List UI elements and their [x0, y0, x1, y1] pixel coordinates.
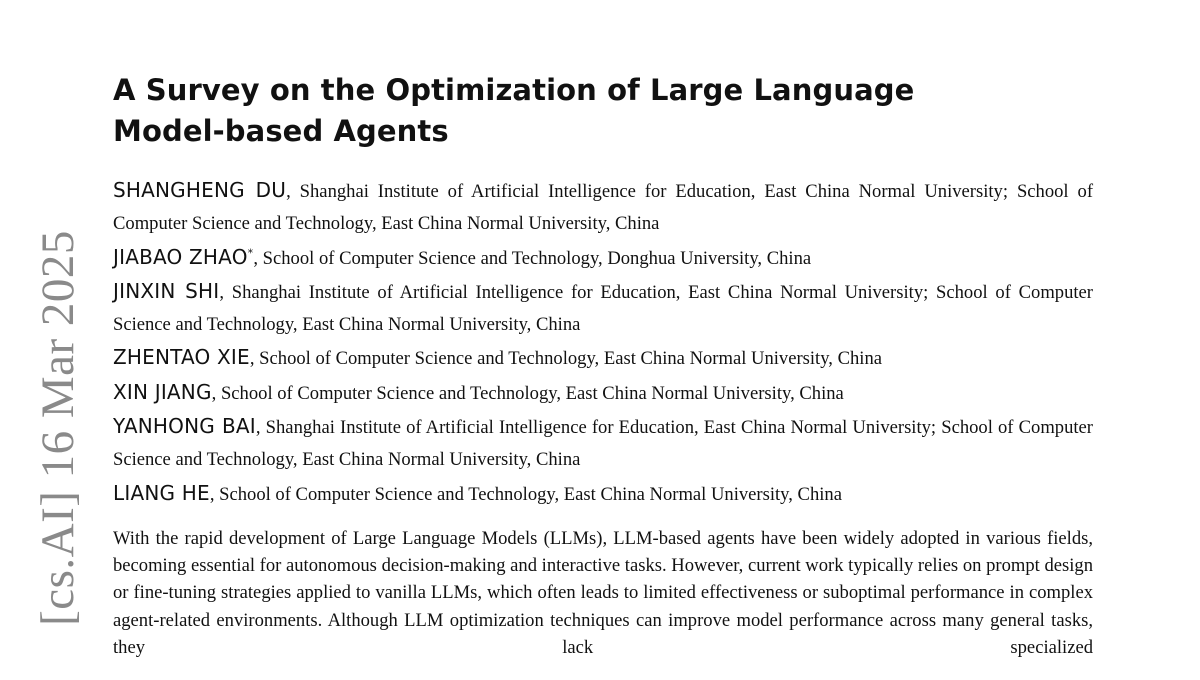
author-name: JIABAO ZHAO* — [113, 244, 254, 269]
paper-title: A Survey on the Optimization of Large Language Model-based Agents — [113, 73, 915, 148]
author-name: ZHENTAO XIE — [113, 345, 250, 370]
author-name: LIANG HE — [113, 480, 210, 505]
author-entry: SHANGHENG DU, Shanghai Institute of Artificial Intelligence for Education, East China Normal University; School of Computer Science and Technology, East China Normal University, China — [113, 178, 1094, 235]
author-name: JINXIN SHI — [113, 278, 220, 303]
author-entry: YANHONG BAI, Shanghai Institute of Artificial Intelligence for Education, East China Normal University; School of Computer Science and Technology, East China Normal University, China — [113, 414, 1093, 471]
author-name: SHANGHENG DU — [113, 178, 287, 202]
author-affiliation: Shanghai Institute of Artificial Intelligence for Education, East China Normal University; School of Computer Science and Technology, East China Normal University, China — [113, 181, 1094, 235]
author-affiliation: School of Computer Science and Technology, East China Normal University, China — [220, 382, 844, 404]
author-affiliation: School of Computer Science and Technology, Donghua University, China — [262, 247, 812, 269]
paper-content — [113, 70, 1093, 680]
author-affiliation: School of Computer Science and Technology, East China Normal University, China — [219, 483, 842, 505]
author-entry: ZHENTAO XIE, School of Computer Science and Technology, East China Normal University, China — [113, 345, 883, 370]
author-entry: JINXIN SHI, Shanghai Institute of Artificial Intelligence for Education, East China Normal University; School of Computer Science and Technology, East China Normal University, China — [113, 278, 1094, 336]
author-affiliation: School of Computer Science and Technology, East China Normal University, China — [259, 348, 883, 370]
author-entry: XIN JIANG, School of Computer Science and Technology, East China Normal University, China — [113, 379, 844, 404]
arxiv-stamp — [22, 216, 102, 646]
abstract: With the rapid development of Large Language Models (LLMs), LLM-based agents have been widely adopted in various fields, becoming essential for autonomous decision-making and interactive tasks. However, current work typically relies on prompt design or fine-tuning strategies applied to vanilla LLMs, which often leads to limited effectiveness or suboptimal performance in complex agent-related environments. Although LLM optimization techniques can improve model performance across many general tasks, they lack specialized — [113, 527, 1093, 658]
author-entry: LIANG HE, School of Computer Science and Technology, East China Normal University, China — [113, 480, 842, 505]
author-affiliation: Shanghai Institute of Artificial Intelligence for Education, East China Normal University; School of Computer Science and Technology, East China Normal University, China — [113, 281, 1094, 336]
arxiv-stamp-text: [cs.AI] 16 Mar 2025 — [32, 230, 84, 626]
author-list — [113, 174, 1093, 511]
author-name: XIN JIANG — [113, 379, 212, 404]
author-affiliation: Shanghai Institute of Artificial Intelligence for Education, East China Normal University; School of Computer Science and Technology, East China Normal University, China — [113, 417, 1093, 471]
author-name: YANHONG BAI — [113, 414, 256, 439]
author-entry: JIABAO ZHAO*, School of Computer Science and Technology, Donghua University, China — [113, 244, 812, 269]
corresponding-author-mark: * — [247, 245, 254, 259]
